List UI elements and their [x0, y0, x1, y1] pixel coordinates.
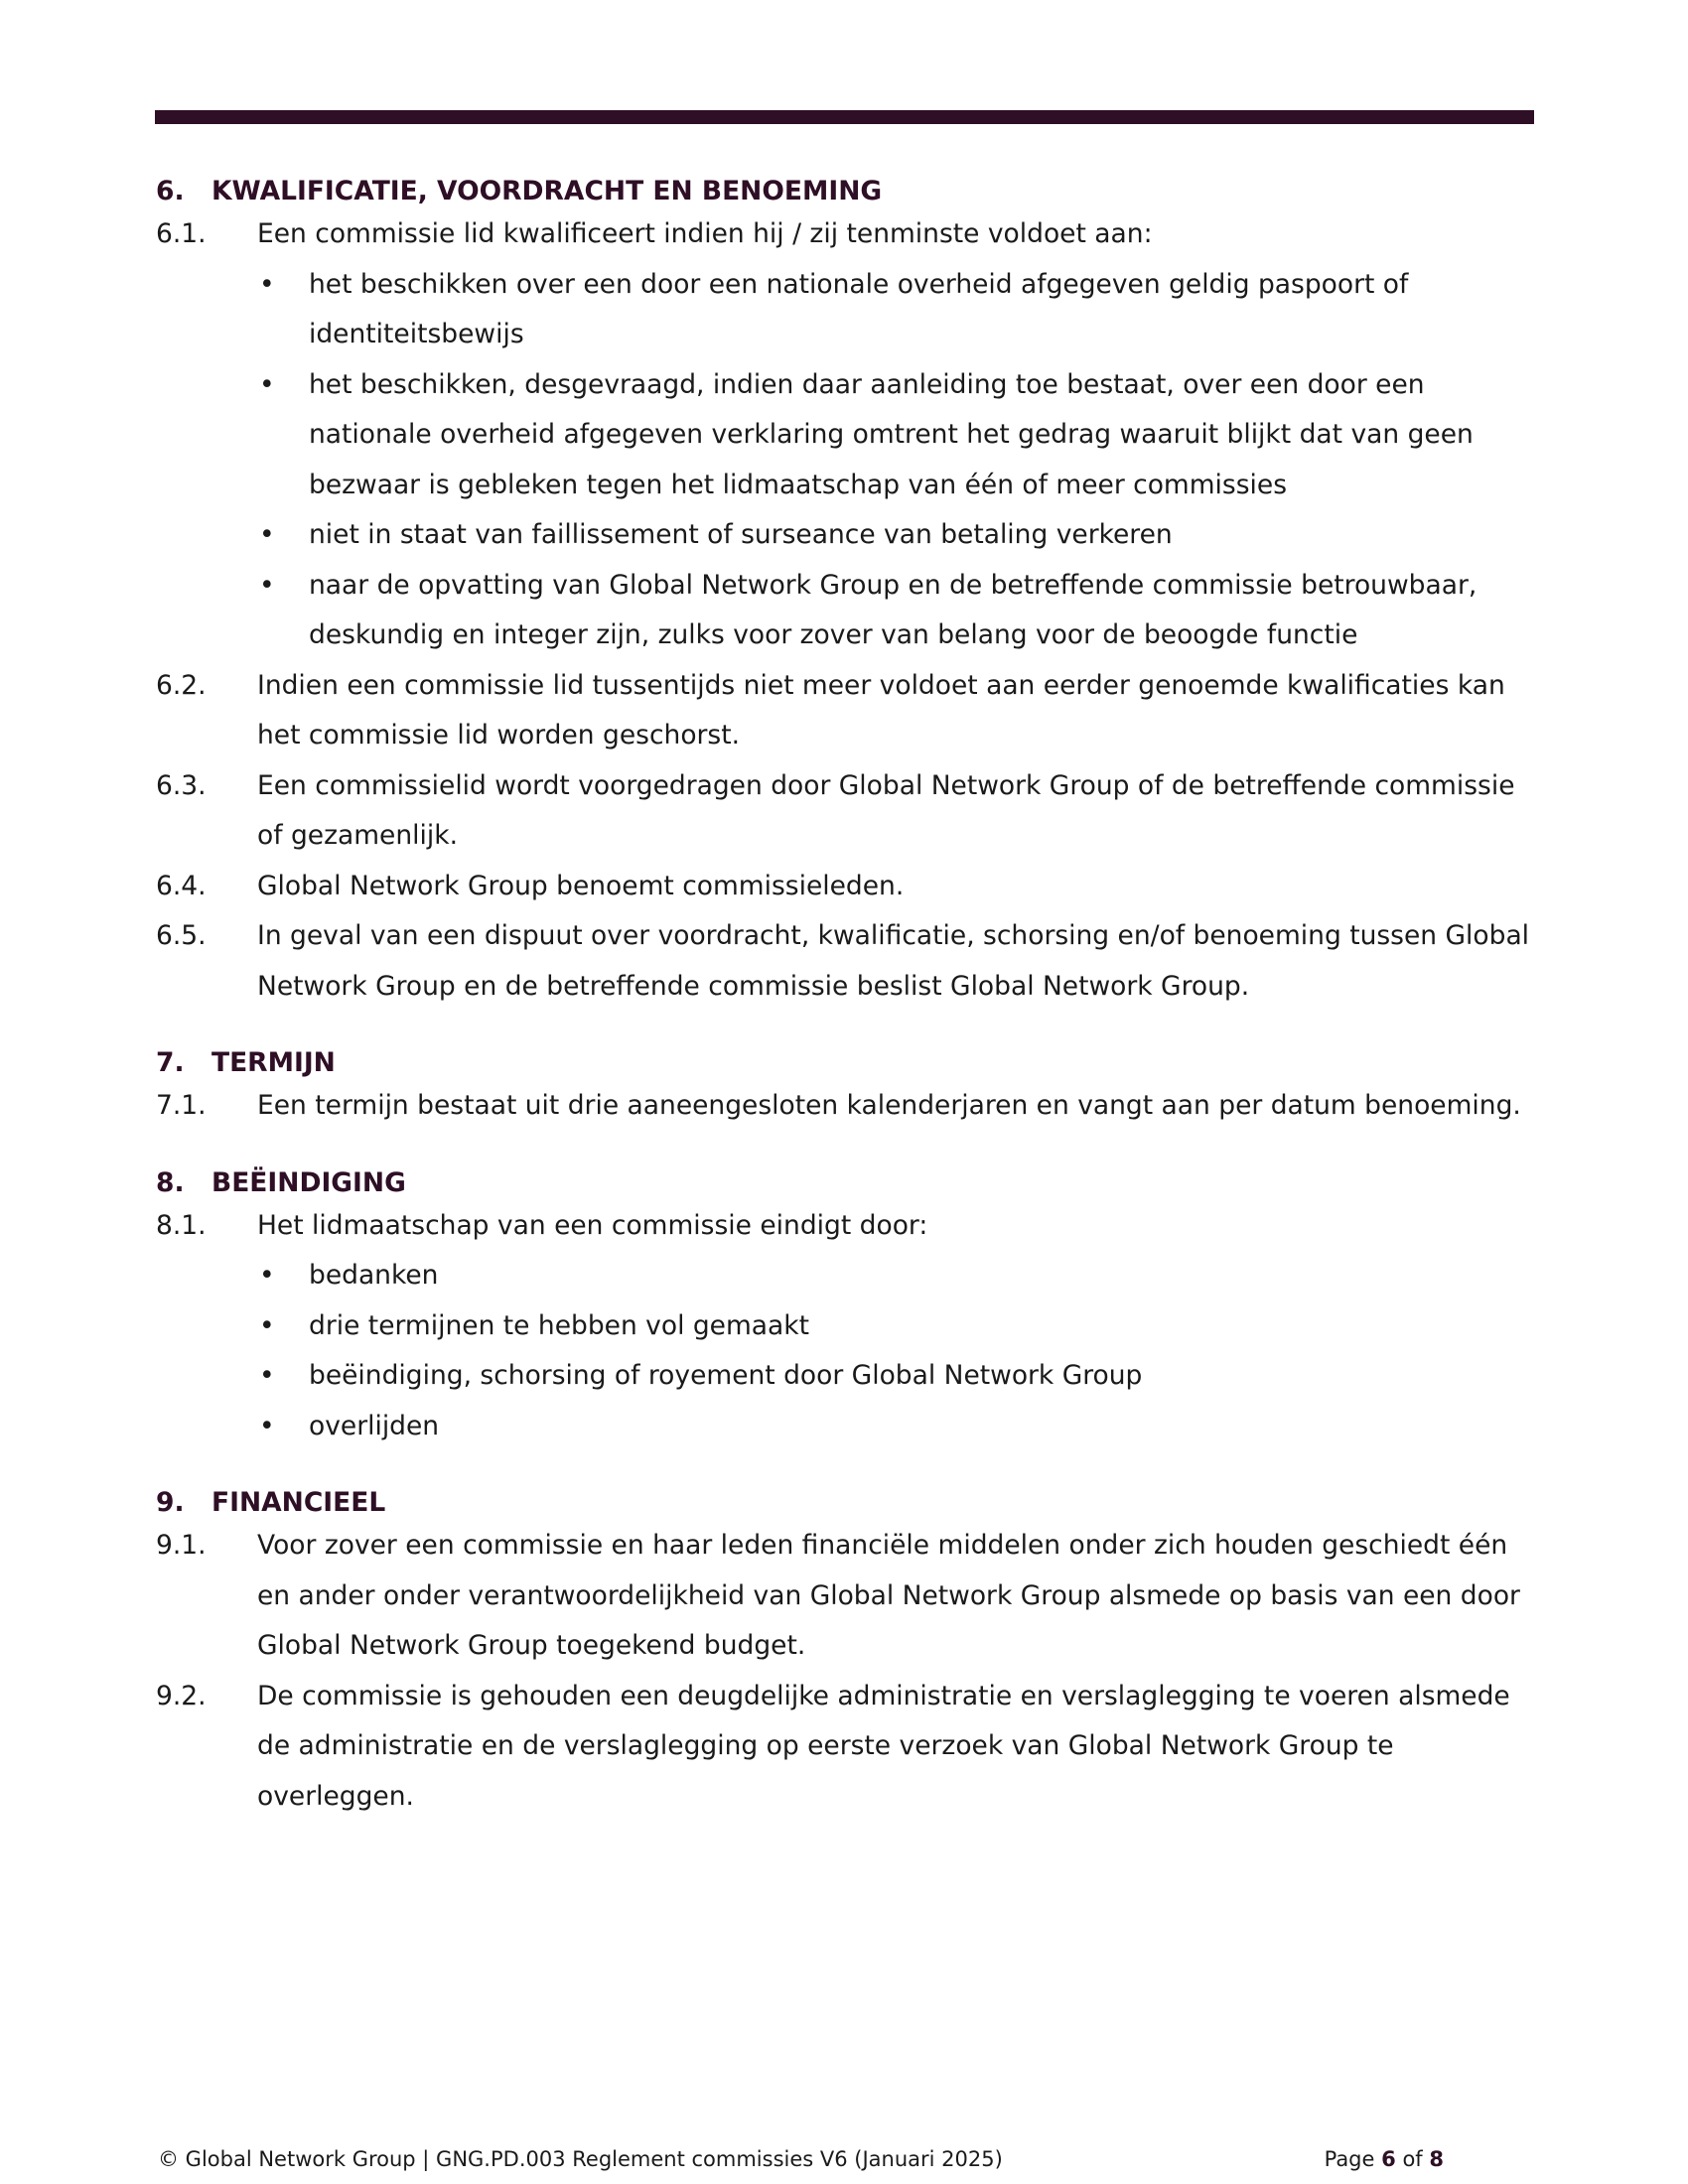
- list-item-text: bedanken: [309, 1260, 439, 1291]
- list-item: [257, 260, 1536, 360]
- section-number: 8.: [156, 1166, 185, 1198]
- document-body: [156, 174, 1536, 1822]
- bullet-list: [156, 1251, 1536, 1451]
- list-item-text: het beschikken, desgevraagd, indien daar aanleiding toe bestaat, over een door een nationale overheid afgegeven verklaring omtrent het gedrag waaruit blijkt dat van geen bezwaar is gebleken tegen het lidmaatschap van één of meer commissies: [309, 368, 1474, 500]
- clause-number: 6.5.: [156, 920, 207, 951]
- clause-9-1: [156, 1521, 1536, 1672]
- page-of: of: [1402, 2147, 1423, 2171]
- section-heading: [156, 1045, 1536, 1081]
- bullet-icon: •: [259, 1360, 275, 1391]
- section-number: 7.: [156, 1047, 185, 1078]
- section-title: FINANCIEEL: [211, 1487, 386, 1518]
- list-item: [257, 360, 1536, 511]
- section-8: [156, 1165, 1536, 1452]
- section-title: BEËINDIGING: [211, 1166, 406, 1198]
- clause-text: In geval van een dispuut over voordracht, kwalificatie, schorsing en/of benoeming tussen Global Network Group en de betreffende commissie beslist Global Network Group.: [257, 920, 1530, 1002]
- clause-number: 8.1.: [156, 1209, 207, 1241]
- page-footer: [158, 2147, 1444, 2171]
- list-item: [257, 561, 1536, 661]
- section-9: [156, 1485, 1536, 1822]
- clause-8-1: [156, 1201, 1536, 1252]
- list-item-text: naar de opvatting van Global Network Group en de betreffende commissie betrouwbaar, deskundig en integer zijn, zulks voor zover van belang voor de beoogde functie: [309, 569, 1477, 650]
- list-item-text: niet in staat van faillissement of surseance van betaling verkeren: [309, 519, 1173, 550]
- clause-6-1: [156, 209, 1536, 260]
- page-current: 6: [1381, 2147, 1396, 2171]
- section-7: [156, 1045, 1536, 1132]
- bullet-icon: •: [259, 1309, 275, 1341]
- clause-number: 7.1.: [156, 1090, 207, 1121]
- list-item-text: overlijden: [309, 1410, 440, 1441]
- section-heading: [156, 174, 1536, 209]
- clause-7-1: [156, 1081, 1536, 1132]
- clause-text: Voor zover een commissie en haar leden financiële middelen onder zich houden geschiedt één en ander onder verantwoordelijkheid van Global Network Group alsmede op basis van een door Global Network Group toegekend budget.: [257, 1530, 1520, 1661]
- clause-6-3: [156, 761, 1536, 862]
- section-title: TERMIJN: [211, 1047, 336, 1078]
- list-item-text: het beschikken over een door een nationale overheid afgegeven geldig paspoort of identiteitsbewijs: [309, 268, 1409, 349]
- bullet-icon: •: [259, 519, 275, 550]
- clause-number: 6.1.: [156, 218, 207, 249]
- page-number: [1325, 2147, 1444, 2171]
- clause-6-5: [156, 911, 1536, 1012]
- bullet-icon: •: [259, 268, 275, 300]
- clause-6-4: [156, 862, 1536, 912]
- clause-text: De commissie is gehouden een deugdelijke administratie en verslaglegging te voeren alsmede de administratie en de verslaglegging op eerste verzoek van Global Network Group te overleggen.: [257, 1680, 1510, 1812]
- clause-6-2: [156, 661, 1536, 761]
- clause-text: Het lidmaatschap van een commissie eindigt door:: [257, 1209, 928, 1241]
- bullet-icon: •: [259, 1260, 275, 1291]
- page-label: Page: [1324, 2147, 1375, 2171]
- section-number: 6.: [156, 176, 185, 206]
- clause-text: Een commissielid wordt voorgedragen door Global Network Group of de betreffende commissie of gezamenlijk.: [257, 769, 1515, 851]
- clause-number: 6.3.: [156, 769, 207, 801]
- clause-text: Global Network Group benoemt commissieleden.: [257, 870, 905, 901]
- clause-number: 9.1.: [156, 1530, 207, 1561]
- header-rule: [155, 110, 1534, 124]
- bullet-icon: •: [259, 1410, 275, 1441]
- section-6: [156, 174, 1536, 1012]
- bullet-icon: •: [259, 569, 275, 601]
- list-item: [257, 1251, 1536, 1301]
- list-item-text: drie termijnen te hebben vol gemaakt: [309, 1309, 810, 1341]
- footer-copyright: © Global Network Group | GNG.PD.003 Reglement commissies V6 (Januari 2025): [158, 2147, 1003, 2171]
- clause-number: 6.4.: [156, 870, 207, 901]
- list-item: [257, 1402, 1536, 1452]
- list-item-text: beëindiging, schorsing of royement door Global Network Group: [309, 1360, 1143, 1391]
- section-heading: [156, 1165, 1536, 1201]
- clause-text: Een termijn bestaat uit drie aaneengesloten kalenderjaren en vangt aan per datum benoeming.: [257, 1090, 1521, 1121]
- list-item: [257, 1301, 1536, 1352]
- clause-number: 9.2.: [156, 1680, 207, 1711]
- section-title: KWALIFICATIE, VOORDRACHT EN BENOEMING: [211, 176, 883, 206]
- clause-text: Een commissie lid kwalificeert indien hij / zij tenminste voldoet aan:: [257, 218, 1153, 249]
- bullet-icon: •: [259, 368, 275, 400]
- list-item: [257, 510, 1536, 561]
- section-number: 9.: [156, 1487, 185, 1518]
- page-total: 8: [1429, 2147, 1444, 2171]
- clause-9-2: [156, 1672, 1536, 1823]
- bullet-list: [156, 260, 1536, 661]
- list-item: [257, 1351, 1536, 1402]
- clause-text: Indien een commissie lid tussentijds niet meer voldoet aan eerder genoemde kwalificaties kan het commissie lid worden geschorst.: [257, 669, 1505, 751]
- clause-number: 6.2.: [156, 669, 207, 701]
- section-heading: [156, 1485, 1536, 1521]
